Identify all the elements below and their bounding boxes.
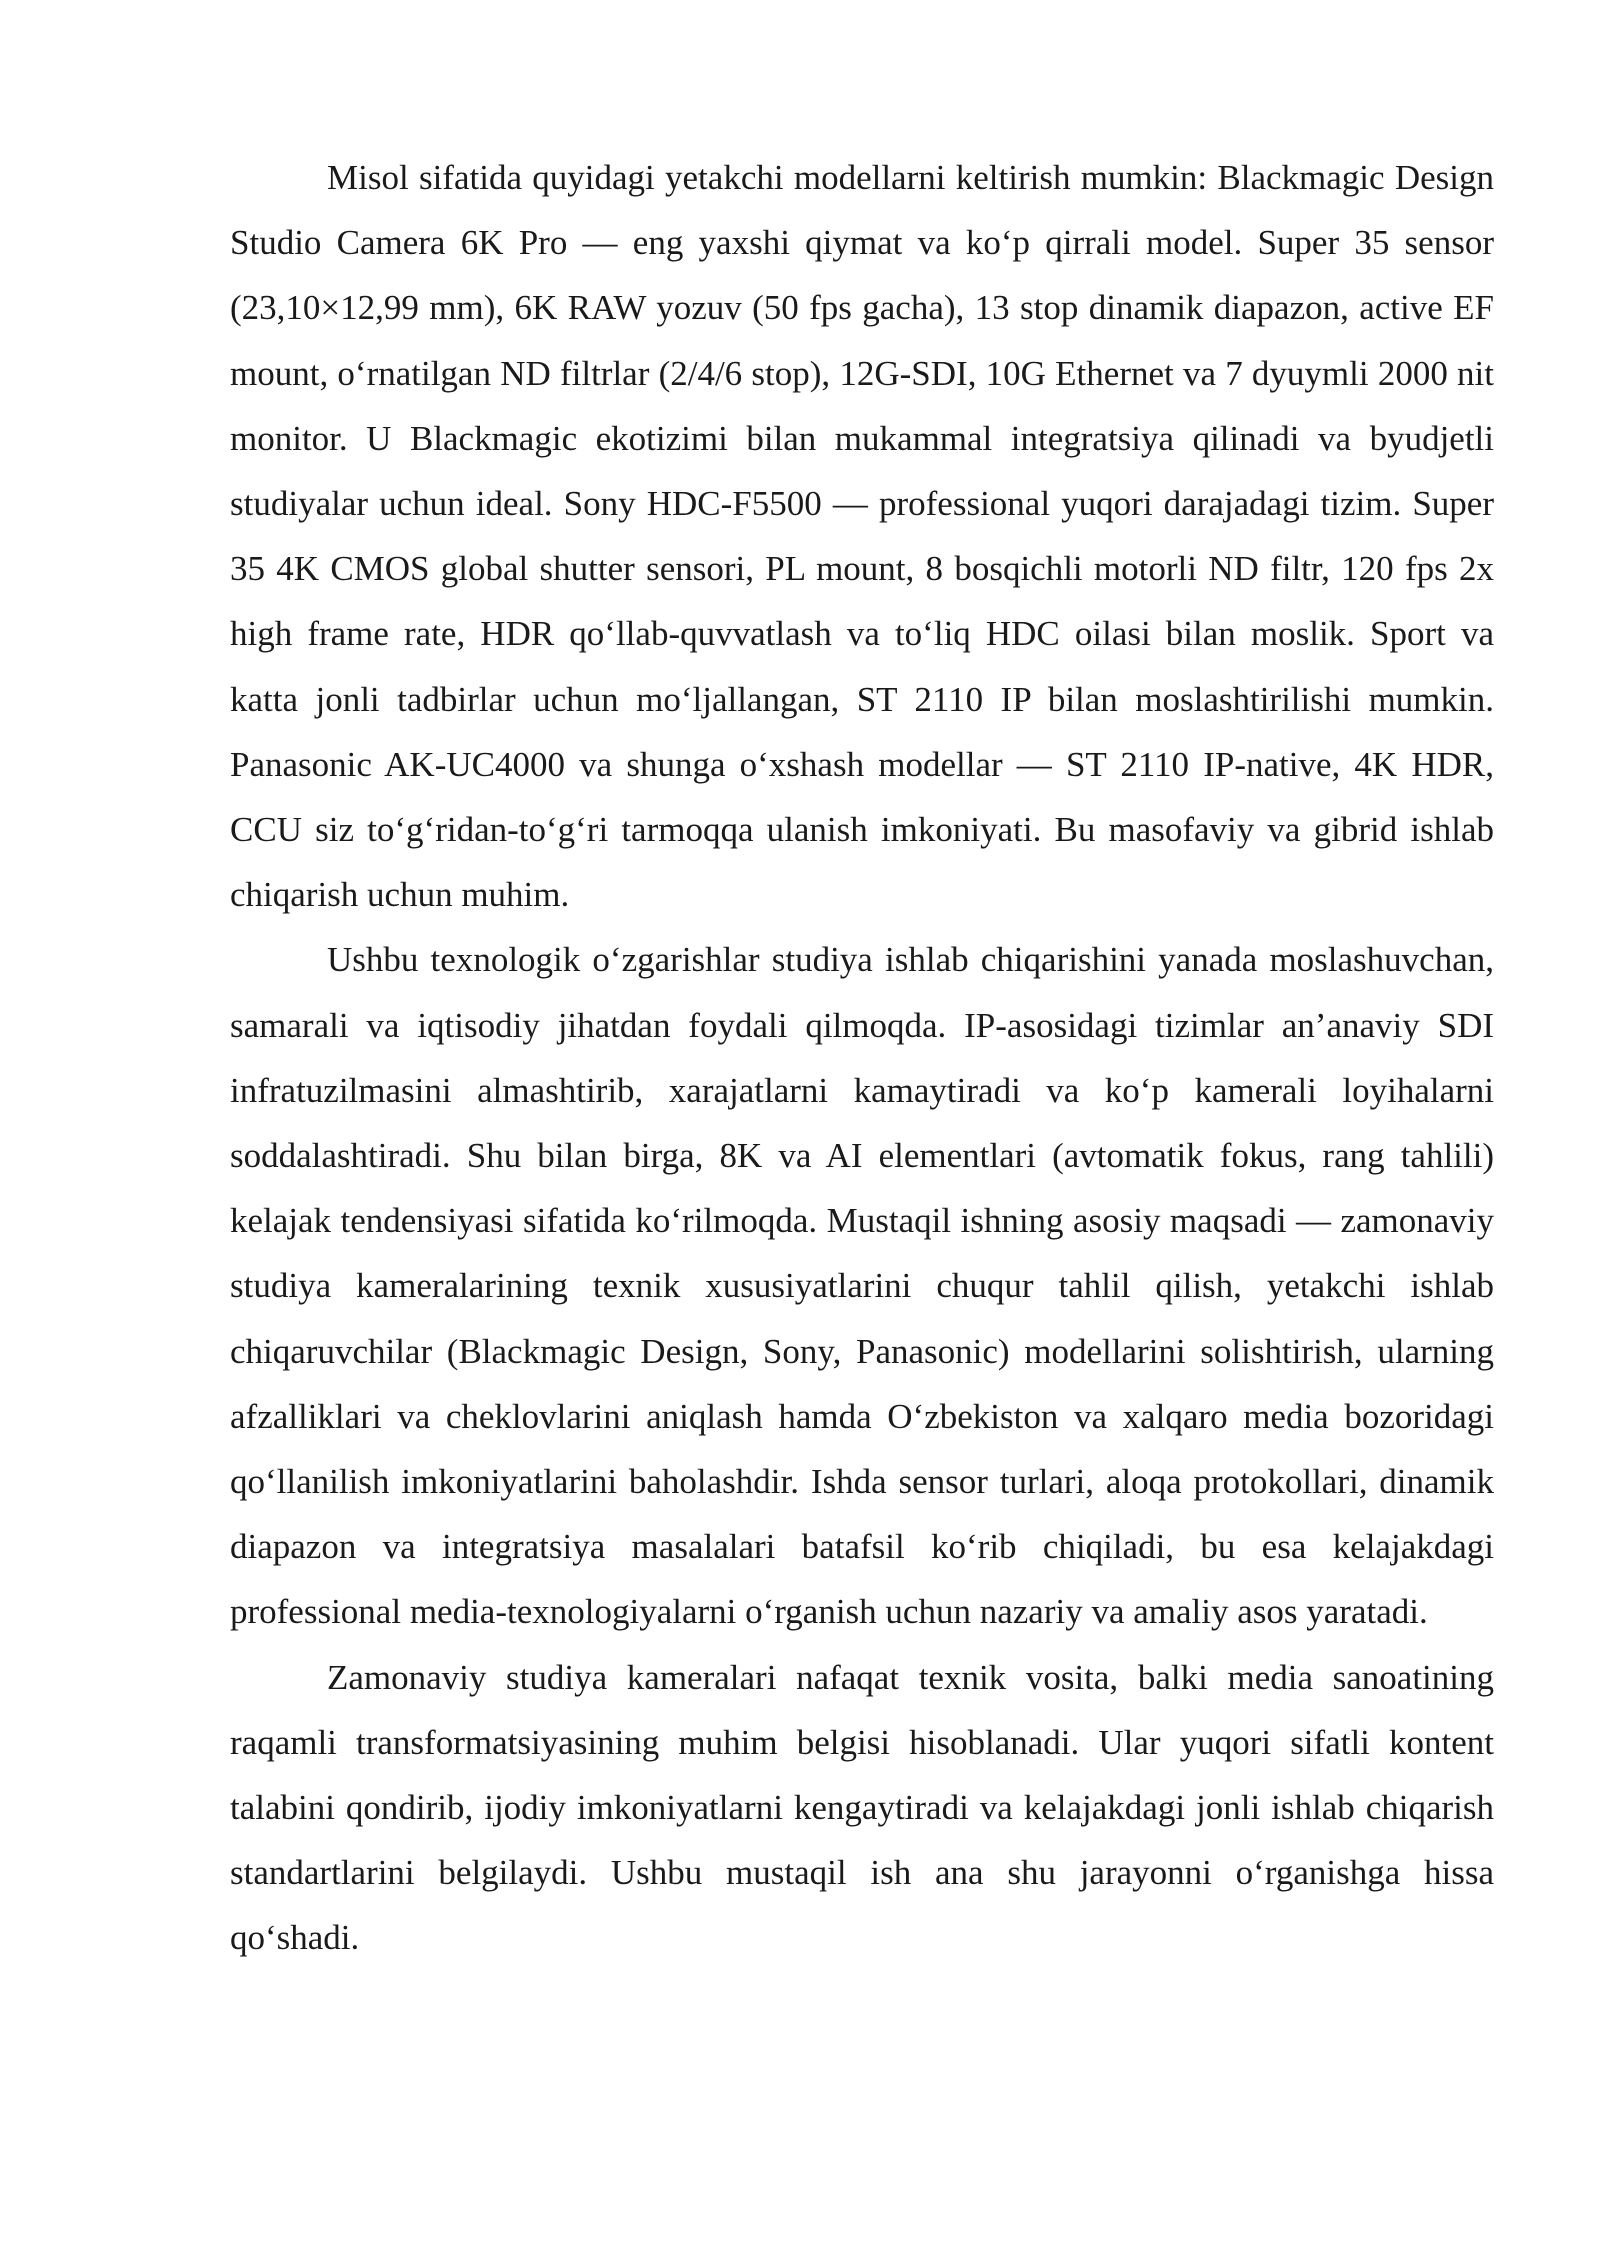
paragraph-camera-models: Misol sifatida quyidagi yetakchi modellarni keltirish mumkin: Blackmagic Design Studio Camera 6K Pro — eng yaxshi qiymat va ko‘p qirrali model. Super 35 sensor (23,10×12,99 mm), 6K RAW yozuv (50 fps gacha), 13 stop dinamik diapazon, active EF mount, o‘rnatilgan ND filtrlar (2/4/6 stop), 12G-SDI, 10G Ethernet va 7 dyuymli 2000 nit monitor. U Blackmagic ekotizimi bilan mukammal integratsiya qilinadi va byudjetli studiyalar uchun ideal. Sony HDC-F5500 — professional yuqori darajadagi tizim. Super 35 4K CMOS global shutter sensori, PL mount, 8 bosqichli motorli ND filtr, 120 fps 2x high frame rate, HDR qo‘llab-quvvatlash va to‘liq HDC oilasi bilan moslik. Sport va katta jonli tadbirlar uchun mo‘ljallangan, ST 2110 IP bilan moslashtirilishi mumkin. Panasonic AK-UC4000 va shunga o‘xshash modellar — ST 2110 IP-native, 4K HDR, CCU siz to‘g‘ridan-to‘g‘ri tarmoqqa ulanish imkoniyati. Bu masofaviy va gibrid ishlab chiqarish uchun muhim. <box>230 158 1494 915</box>
paragraph-technology-changes: Ushbu texnologik o‘zgarishlar studiya ishlab chiqarishini yanada moslashuvchan, samarali va iqtisodiy jihatdan foydali qilmoqda. IP-asosidagi tizimlar an’anaviy SDI infratuzilmasini almashtirib, xarajatlarni kamaytiradi va ko‘p kamerali loyihalarni soddalashtiradi. Shu bilan birga, 8K va AI elementlari (avtomatik fokus, rang tahlili) kelajak tendensiyasi sifatida ko‘rilmoqda. Mustaqil ishning asosiy maqsadi — zamonaviy studiya kameralarining texnik xususiyatlarini chuqur tahlil qilish, yetakchi ishlab chiqaruvchilar (Blackmagic Design, Sony, Panasonic) modellarini solishtirish, ularning afzalliklari va cheklovlarini aniqlash hamda O‘zbekiston va xalqaro media bozoridagi qo‘llanilish imkoniyatlarini baholashdir. Ishda sensor turlari, aloqa protokollari, dinamik diapazon va integratsiya masalalari batafsil ko‘rib chiqiladi, bu esa kelajakdagi professional media-texnologiyalarni o‘rganish uchun nazariy va amaliy asos yaratadi. <box>230 940 1494 1632</box>
body-text <box>230 145 1494 1971</box>
paragraph-conclusion: Zamonaviy studiya kameralari nafaqat texnik vosita, balki media sanoatining raqamli transformatsiyasining muhim belgisi hisoblanadi. Ular yuqori sifatli kontent talabini qondirib, ijodiy imkoniyatlarni kengaytiradi va kelajakdagi jonli ishlab chiqarish standartlarini belgilaydi. Ushbu mustaqil ish ana shu jarayonni o‘rganishga hissa qo‘shadi. <box>230 1657 1494 1958</box>
